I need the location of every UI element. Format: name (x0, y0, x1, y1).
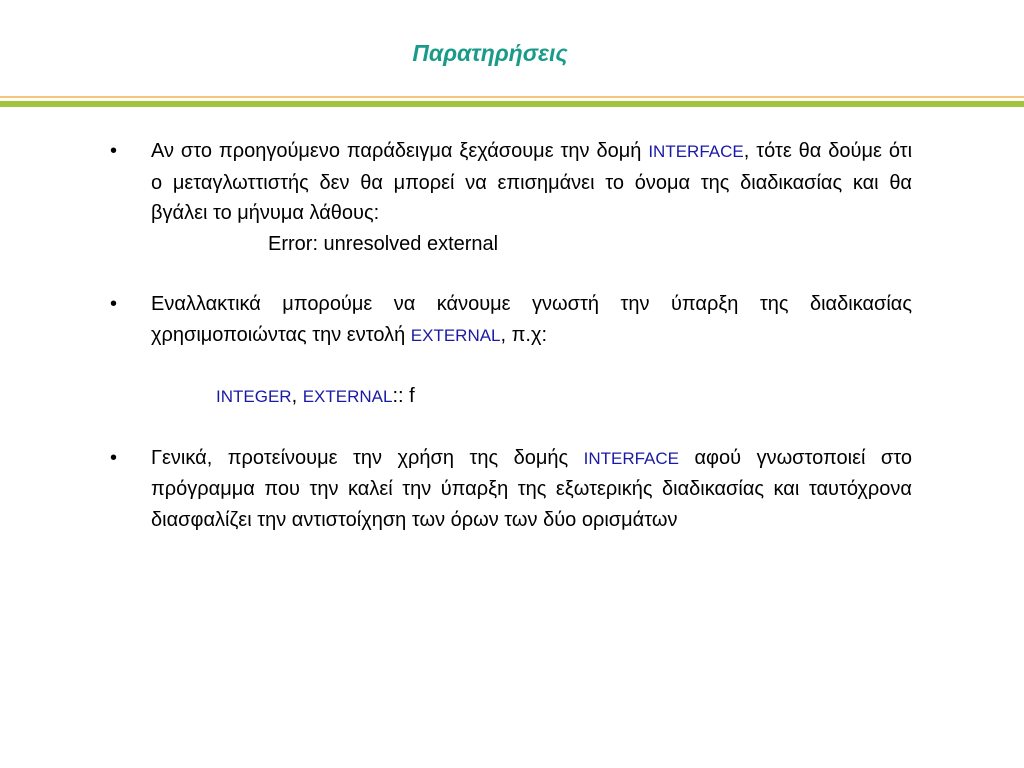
header-rule-thin (0, 96, 1024, 98)
bullet-marker: • (110, 293, 118, 315)
bullet-text: Εναλλακτικά μπορούμε να κάνουμε γνωστή την ύπαρξη της διαδικασίας χρησιμοποιώντας την εντολή (151, 293, 912, 346)
code-rest: :: f (392, 385, 415, 407)
slide-title: Παρατηρήσεις (412, 40, 568, 66)
bullet-item-3 (110, 443, 912, 536)
bullet-text: , π.χ: (500, 323, 548, 346)
bullet-marker: • (110, 446, 118, 469)
keyword-integer: INTEGER (216, 387, 292, 406)
keyword-interface: INTERFACE (583, 448, 680, 468)
bullet-item-2 (110, 289, 912, 351)
error-message: Error: unresolved external (268, 232, 499, 255)
keyword-interface: INTERFACE (648, 142, 744, 161)
bullet-marker: • (110, 140, 118, 162)
slide-content (110, 136, 912, 535)
header-rule-thick (0, 101, 1024, 107)
keyword-external: EXTERNAL (302, 387, 393, 406)
keyword-external: EXTERNAL (410, 325, 501, 345)
spacer (110, 259, 912, 289)
bullet-text: , τότε θα δούμε ότι ο μεταγλωττιστής δεν θα μπορεί να επισημάνει το όνομα της διαδικασίας και θα βγάλει το μήνυμα λάθους: (151, 140, 913, 224)
code-separator: , (291, 385, 303, 407)
code-example (110, 381, 912, 413)
bullet-text: αφού γνωστοποιεί στο πρόγραμμα που την καλεί την ύπαρξη της εξωτερικής διαδικασίας και ταυτόχρονα διασφαλίζει την αντιστοίχηση των όρων των δύο ορισμάτων (151, 446, 912, 531)
bullet-text: Γενικά, προτείνουμε την χρήση της δομής (151, 446, 584, 469)
bullet-text: Αν στο προηγούμενο παράδειγμα ξεχάσουμε την δομή (151, 140, 649, 162)
bullet-item-1 (110, 136, 912, 259)
